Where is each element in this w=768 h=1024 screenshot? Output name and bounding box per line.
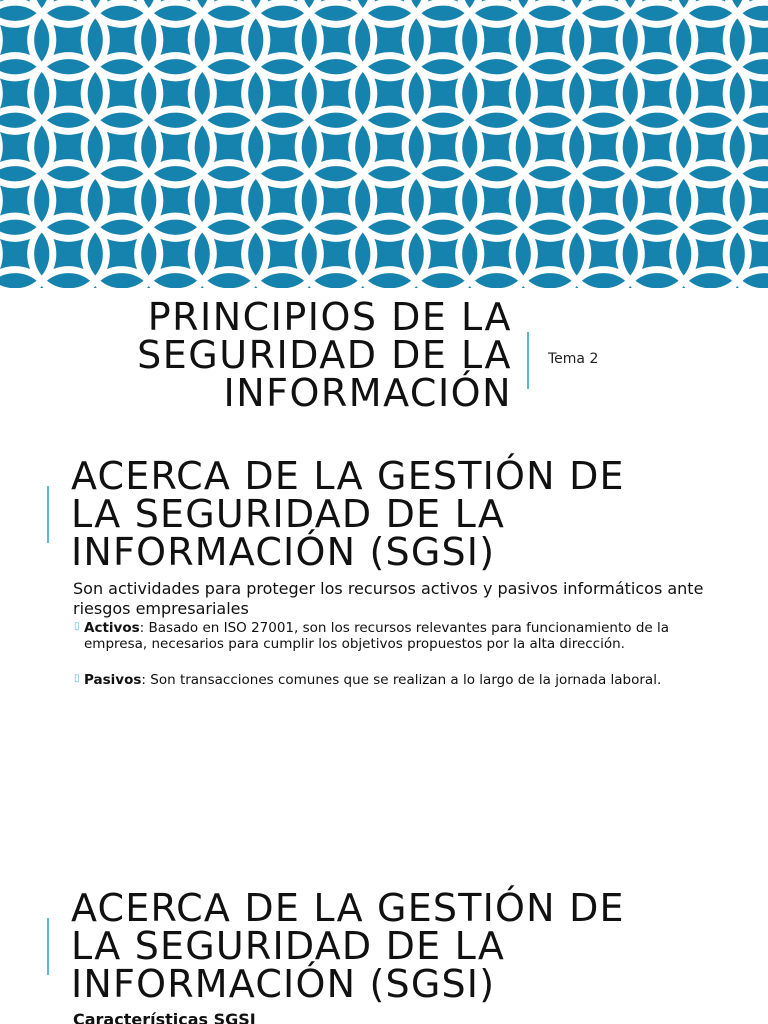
slide2-heading-line-3: INFORMACIÓN (SGSI) (71, 530, 496, 574)
square-bullet-icon: ▯ (74, 621, 80, 632)
bullet-term: Pasivos (84, 672, 142, 688)
bullet-term: Activos (84, 620, 140, 636)
slide2-lead-text: Son actividades para proteger los recursos activos y pasivos informáticos ante riesgos empresariales (73, 579, 704, 618)
slide3-heading-line-2: LA SEGURIDAD DE LA (71, 924, 506, 968)
square-bullet-icon: ▯ (74, 673, 80, 684)
title-divider (527, 332, 529, 389)
slide3-subheading: Características SGSI (73, 1010, 256, 1024)
slide3-heading-line-3: INFORMACIÓN (SGSI) (71, 962, 496, 1006)
title-line-1: PRINCIPIOS DE LA (147, 295, 512, 339)
bullet-text (84, 673, 684, 689)
bullet-description: : Son transacciones comunes que se realizan a lo largo de la jornada laboral. (141, 672, 662, 688)
bullet-text (84, 621, 684, 652)
title-line-2: SEGURIDAD DE LA (137, 333, 512, 377)
slide2-heading-line-2: LA SEGURIDAD DE LA (71, 492, 506, 536)
list-item-activos (74, 621, 714, 669)
slide2-heading-line-1: ACERCA DE LA GESTIÓN DE (71, 454, 625, 498)
subtitle: Tema 2 (548, 351, 599, 367)
banner-background (0, 0, 768, 288)
page-title (0, 295, 512, 415)
bullet-description: : Basado en ISO 27001, son los recursos relevantes para funcionamiento de la empresa, necesarios para cumplir los objetivos propuestos por la alta dirección. (84, 620, 670, 652)
title-line-3: INFORMACIÓN (223, 371, 512, 415)
slide3-accent-bar (47, 918, 49, 975)
decorative-banner (0, 0, 768, 288)
slide2-accent-bar (47, 486, 49, 543)
slide3-heading-line-1: ACERCA DE LA GESTIÓN DE (71, 886, 625, 930)
circle-pattern (0, 0, 768, 288)
list-item-pasivos (74, 673, 714, 705)
